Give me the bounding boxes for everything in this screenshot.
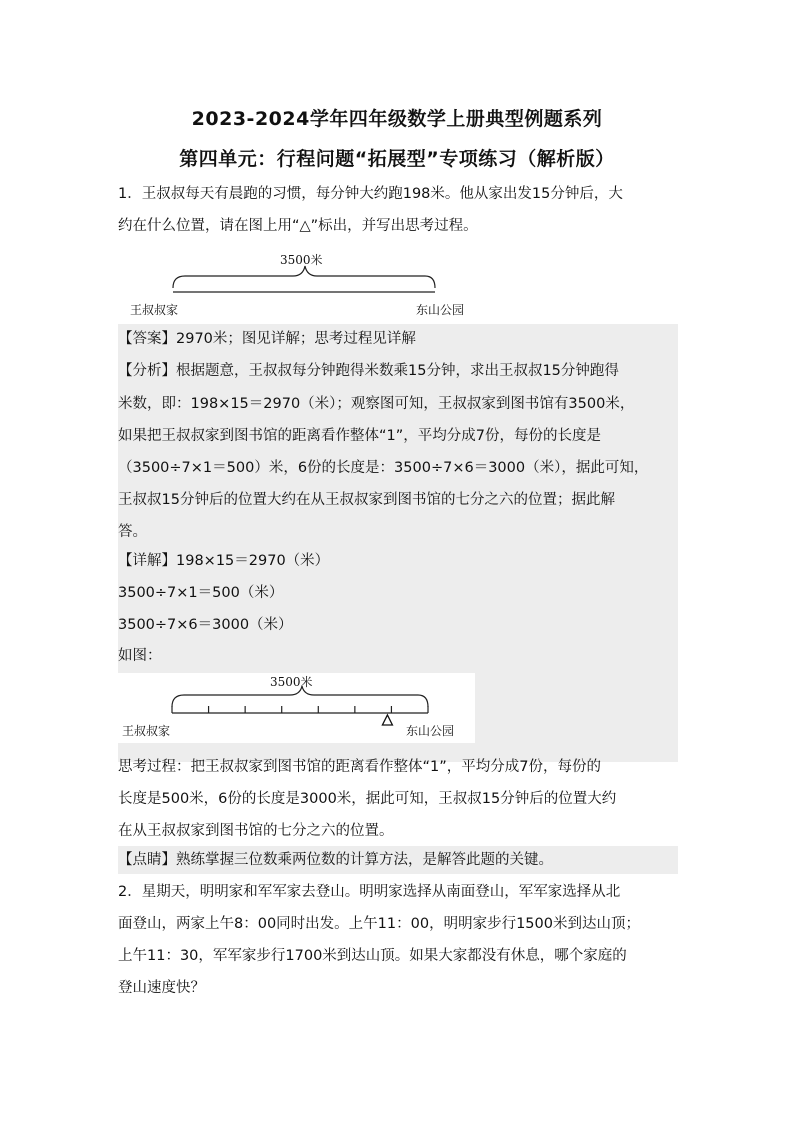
answer-diagram [118,673,475,743]
q1-text-line-1: 1．王叔叔每天有晨跑的习惯，每分钟大约跑198米。他从家出发15分钟后，大 [118,186,623,202]
detail-line: 3500÷7×1＝500（米） [118,585,284,601]
thinking-line: 在从王叔叔家到图书馆的七分之六的位置。 [118,823,394,839]
answer-end-label: 东山公园 [406,724,455,738]
end-label: 东山公园 [416,303,465,317]
thinking-line: 思考过程：把王叔叔家到图书馆的距离看作整体“1”，平均分成7份，每份的 [118,759,601,775]
distance-brace [173,266,435,288]
document-subtitle: 第四单元：行程问题“拓展型”专项练习（解析版） [179,148,615,170]
document-title: 2023-2024学年四年级数学上册典型例题系列 [191,108,603,130]
q1-text-line-2: 约在什么位置，请在图上用“△”标出，并写出思考过程。 [118,218,478,234]
analysis-line: 答。 [118,524,147,540]
q1-comment: 【点睛】熟练掌握三位数乘两位数的计算方法，是解答此题的关键。 [118,852,553,868]
start-label: 王叔叔家 [130,303,179,317]
detail-line: 如图： [118,648,162,664]
q2-text-line: 上午11：30，军军家步行1700米到达山顶。如果大家都没有休息，哪个家庭的 [118,948,627,964]
q2-text-line: 登山速度快？ [118,980,205,996]
answer-start-label: 王叔叔家 [122,724,171,738]
detail-line: 【详解】198×15＝2970（米） [118,553,330,569]
analysis-line: （3500÷7×1＝500）米，6份的长度是：3500÷7×6＝3000（米），据此可知， [118,460,649,476]
analysis-line: 米数，即：198×15＝2970（米）；观察图可知，王叔叔家到图书馆有3500米， [118,396,635,412]
analysis-line: 【分析】根据题意，王叔叔每分钟跑得米数乘15分钟，求出王叔叔15分钟跑得 [118,363,619,379]
q2-text-line: 面登山，两家上午8：00同时出发。上午11：00，明明家步行1500米到达山顶； [118,916,640,932]
distance-label: 3500米 [280,253,323,267]
answer-distance-label: 3500米 [270,675,313,689]
analysis-line: 王叔叔15分钟后的位置大约在从王叔叔家到图书馆的七分之六的位置；据此解 [118,492,615,508]
q1-distance-diagram [125,250,485,322]
analysis-line: 如果把王叔叔家到图书馆的距离看作整体“1”，平均分成7份，每份的长度是 [118,428,601,444]
q2-text-line: 2．星期天，明明家和军军家去登山。明明家选择从南面登山，军军家选择从北 [118,884,621,900]
thinking-line: 长度是500米，6份的长度是3000米，据此可知，王叔叔15分钟后的位置大约 [118,791,617,807]
detail-line: 3500÷7×6＝3000（米） [118,617,293,633]
q1-answer: 【答案】2970米；图见详解；思考过程见详解 [118,331,416,347]
